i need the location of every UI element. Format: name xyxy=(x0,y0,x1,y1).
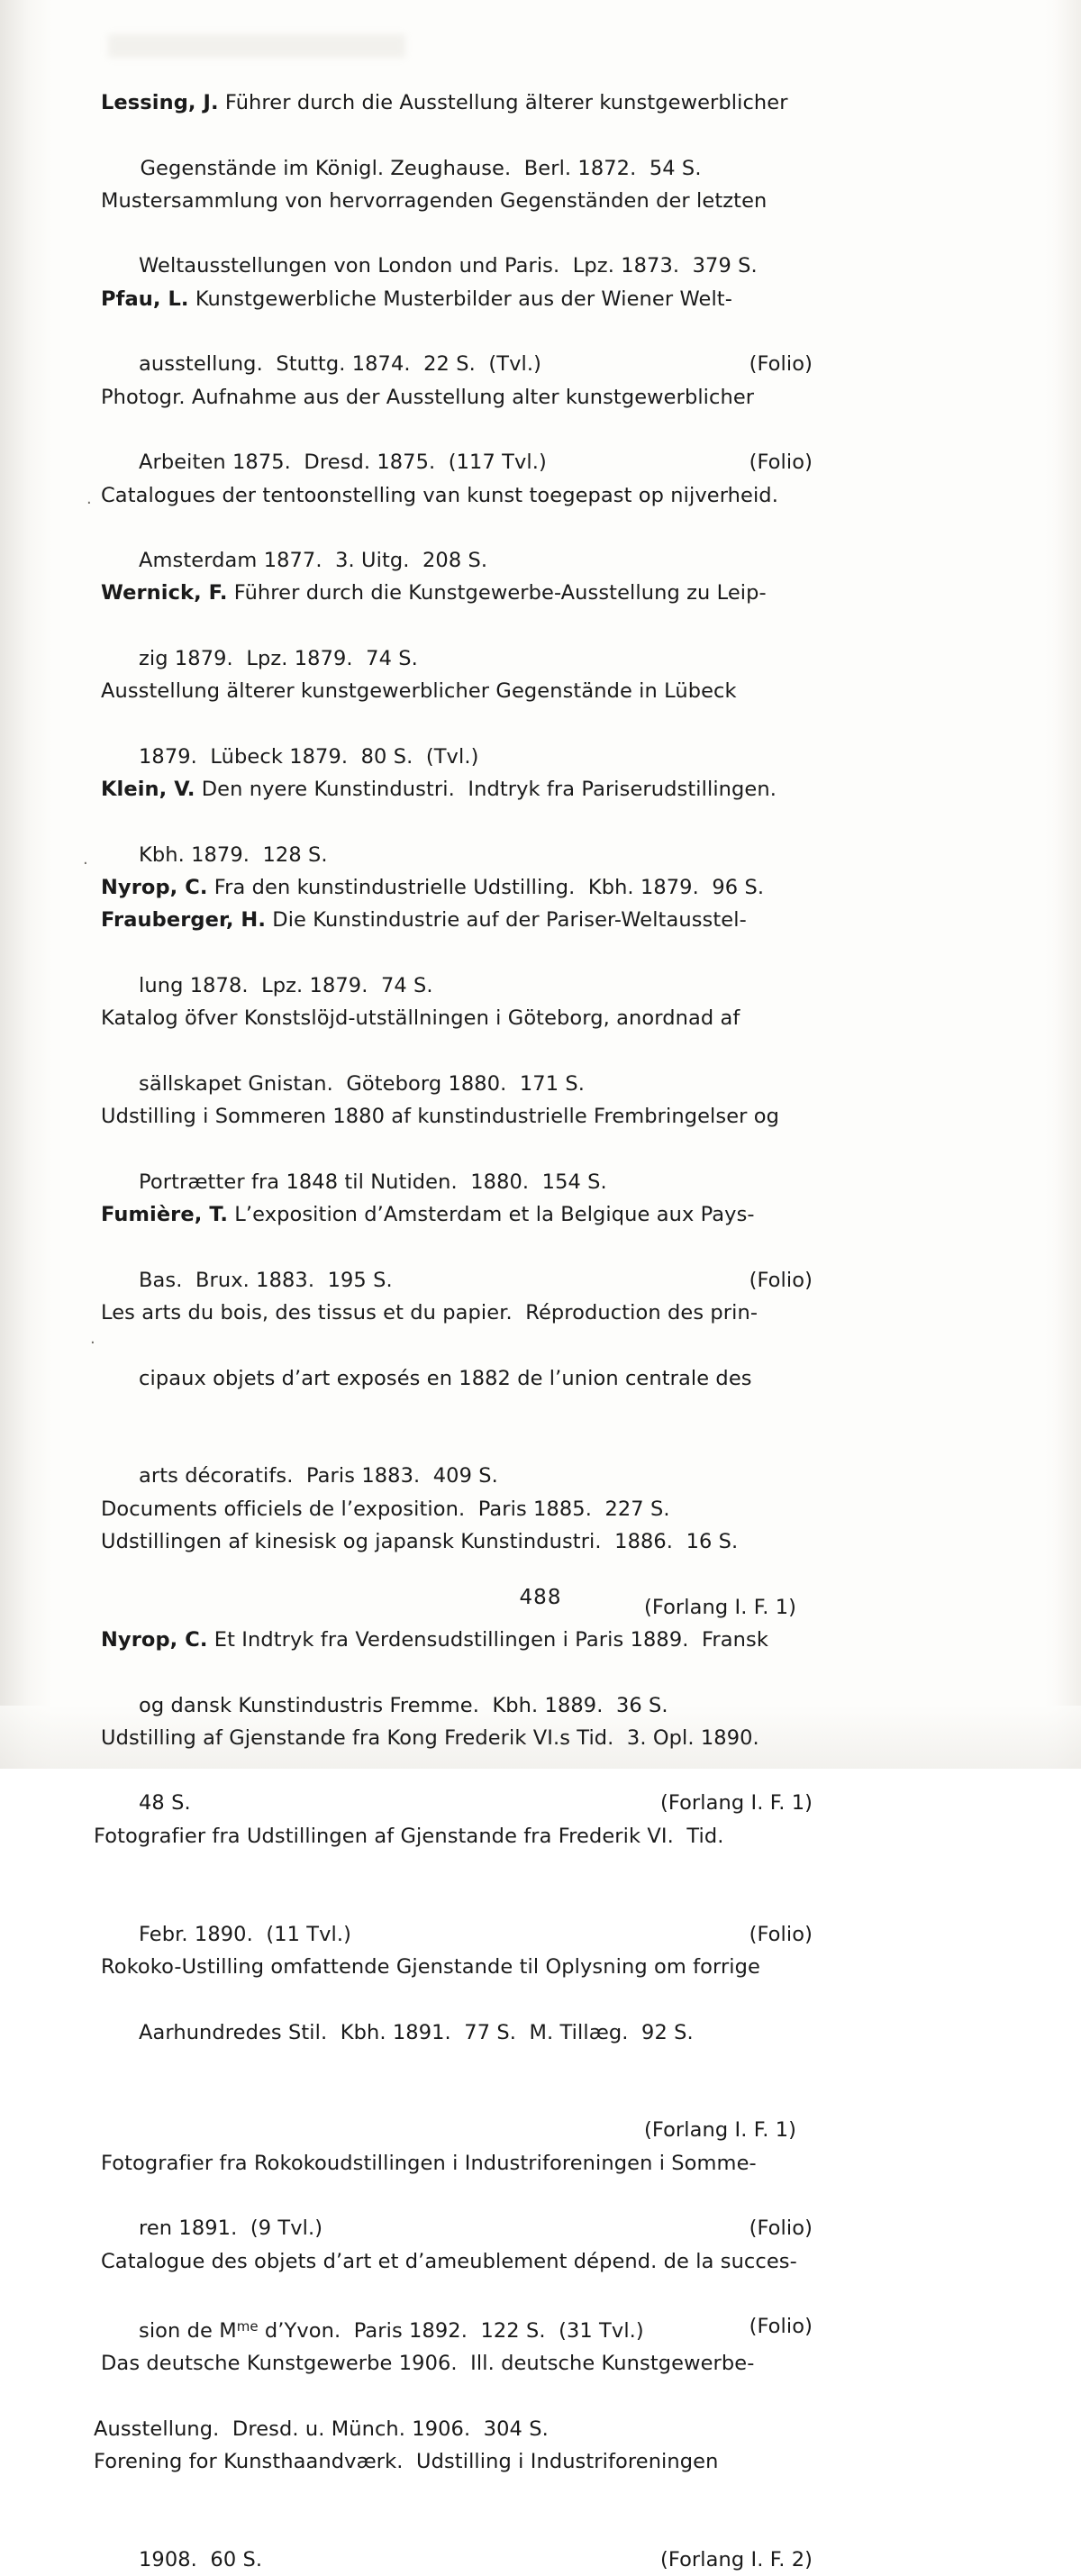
scan-speck-left-2: · xyxy=(83,854,88,873)
entry-line: Weltausstellungen von London und Paris. Lpz. 1873. 379 S. xyxy=(139,254,758,278)
entry-format-note: (Folio) xyxy=(749,1268,813,1292)
bibliography-entry xyxy=(94,2445,813,2576)
entry-line: Catalogue des objets d’art et d’ameublement dépend. de la succes- xyxy=(101,2249,797,2273)
bibliography-entry xyxy=(101,2245,813,2348)
entry-author: Nyrop, C. xyxy=(101,1627,208,1652)
bibliography-entry xyxy=(101,1198,813,1297)
bibliography-entry xyxy=(101,1493,813,1525)
entry-line: Fotografier fra Rokokoudstillingen i Industriforeningen i Somme- xyxy=(101,2151,757,2175)
entry-line: sällskapet Gnistan. Göteborg 1880. 171 S. xyxy=(139,1071,586,1096)
bibliography-entry xyxy=(94,2347,813,2445)
entry-line: Udstillingen af kinesisk og japansk Kunstindustri. 1886. 16 S. xyxy=(101,1530,739,1554)
bibliography-entry xyxy=(101,675,813,773)
entry-line-row xyxy=(101,348,813,380)
entry-line-row xyxy=(101,446,813,478)
entry-line: Febr. 1890. (11 Tvl.) xyxy=(139,1922,352,1946)
entry-author: Frauberger, H. xyxy=(101,908,267,933)
bibliography-entry xyxy=(101,1722,813,1820)
entry-line: 48 S. xyxy=(139,1791,191,1816)
entry-line: Den nyere Kunstindustri. Indtryk fra Pariserudstillingen. xyxy=(201,778,777,802)
entry-line-row xyxy=(101,1787,813,1819)
entry-shelfmark-note: (Forlang I. F. 2) xyxy=(659,2548,813,2572)
entry-line: Amsterdam 1877. 3. Uitg. 208 S. xyxy=(139,549,488,573)
entry-line: Mustersammlung von hervorragenden Gegenständen der letzten xyxy=(101,188,768,213)
entry-line: Photogr. Aufnahme aus der Ausstellung alter kunstgewerblicher xyxy=(101,385,755,409)
bibliography-entry xyxy=(101,1100,813,1198)
bibliography-entry xyxy=(101,2147,813,2245)
entry-shelfmark-note: (Forlang I. F. 1) xyxy=(659,1791,813,1816)
entry-line: cipaux objets d’art exposés en 1882 de l’union centrale des xyxy=(139,1366,752,1390)
bibliography-entry xyxy=(101,381,813,479)
bibliography-entry xyxy=(101,185,813,283)
bibliography-list xyxy=(94,86,813,2576)
entry-superscript: me xyxy=(236,2318,259,2335)
entry-author: Wernick, F. xyxy=(101,581,228,605)
entry-line-row xyxy=(101,2212,813,2244)
bibliography-entry xyxy=(101,86,813,185)
entry-line-row xyxy=(101,1264,813,1297)
entry-line: Das deutsche Kunstgewerbe 1906. Ill. deutsche Kunstgewerbe- xyxy=(101,2352,755,2376)
entry-line: Rokoko-Ustilling omfattende Gjenstande til Oplysning om forrige xyxy=(101,1954,760,1979)
entry-line: Gegenstände im Königl. Zeughause. Berl. 1872. 54 S. xyxy=(140,156,702,180)
entry-line: Forening for Kunsthaandværk. Udstilling i Industriforeningen xyxy=(94,2450,719,2474)
entry-line: og dansk Kunstindustris Fremme. Kbh. 1889. 36 S. xyxy=(139,1693,668,1717)
entry-line: Les arts du bois, des tissus et du papier. Réproduction des prin- xyxy=(101,1300,759,1324)
entry-author: Klein, V. xyxy=(101,778,195,802)
entry-line: ausstellung. Stuttg. 1874. 22 S. (Tvl.) xyxy=(139,352,541,377)
entry-line: lung 1878. Lpz. 1879. 74 S. xyxy=(139,974,433,998)
entry-line: Udstilling i Sommeren 1880 af kunstindustrielle Frembringelser og xyxy=(101,1105,780,1129)
entry-line: L’exposition d’Amsterdam et la Belgique aux Pays- xyxy=(234,1203,755,1227)
entry-shelfmark-note: (Forlang I. F. 1) xyxy=(643,1595,796,1619)
page-right-edge-shadow xyxy=(1045,0,1081,1769)
entry-line: Führer durch die Kunstgewerbe-Ausstellung zu Leip- xyxy=(233,581,767,605)
entry-line: Fra den kunstindustrielle Udstilling. Kbh. 1879. 96 S. xyxy=(213,876,765,900)
entry-line-row: sion de $M^{me}$ d’Yvon. Paris 1892. 122 S. (31 Tvl.) (Folio) xyxy=(101,2310,813,2347)
entry-line: Kbh. 1879. 128 S. xyxy=(139,842,328,867)
entry-line: Documents officiels de l’exposition. Paris 1885. 227 S. xyxy=(101,1497,670,1521)
bibliography-entry xyxy=(101,479,813,578)
entry-line: Aarhundredes Stil. Kbh. 1891. 77 S. M. Tillæg. 92 S. xyxy=(139,2020,694,2044)
page-left-edge-shadow xyxy=(0,0,52,1769)
entry-format-note: (Folio) xyxy=(749,2216,813,2241)
entry-line: 1908. 60 S. xyxy=(139,2548,263,2572)
bibliography-entry xyxy=(101,871,813,904)
scan-smudge xyxy=(108,34,405,58)
entry-format-note: (Folio) xyxy=(749,352,813,377)
entry-shelfmark-note: (Forlang I. F. 1) xyxy=(643,2118,796,2143)
bibliography-entry xyxy=(101,1002,813,1100)
entry-line: ren 1891. (9 Tvl.) xyxy=(139,2216,323,2241)
entry-line: Fotografier fra Udstillingen af Gjenstande fra Frederik VI. Tid. xyxy=(94,1824,724,1848)
entry-author: Lessing, J. xyxy=(101,91,219,114)
entry-line: 1879. Lübeck 1879. 80 S. (Tvl.) xyxy=(139,744,479,769)
bibliography-entry xyxy=(101,1624,813,1722)
page-number: 488 xyxy=(519,1586,562,1609)
entry-line: Kunstgewerbliche Musterbilder aus der Wiener Welt- xyxy=(195,287,732,311)
entry-line: arts décoratifs. Paris 1883. 409 S. xyxy=(139,1464,498,1488)
entry-author: Nyrop, C. xyxy=(101,876,208,900)
entry-line: Die Kunstindustrie auf der Pariser-Weltausstel- xyxy=(272,908,747,933)
entry-line: Et Indtryk fra Verdensudstillingen i Paris 1889. Fransk xyxy=(213,1627,768,1652)
entry-line-row xyxy=(101,1918,813,1951)
entry-line: Bas. Brux. 1883. 195 S. xyxy=(139,1268,393,1292)
bibliography-entry xyxy=(101,577,813,675)
entry-line: Ausstellung. Dresd. u. Münch. 1906. 304 S. xyxy=(94,2417,549,2441)
entry-format-note: (Folio) xyxy=(749,2315,813,2339)
entry-line: Führer durch die Ausstellung älterer kunstgewerblicher xyxy=(224,91,788,114)
entry-line: Udstilling af Gjenstande fra Kong Frederik VI.s Tid. 3. Opl. 1890. xyxy=(101,1725,759,1750)
bibliography-entry xyxy=(101,904,813,1002)
bibliography-entry xyxy=(101,1297,813,1493)
bibliography-entry xyxy=(101,1951,813,2147)
entry-line: Ausstellung älterer kunstgewerblicher Gegenstände in Lübeck xyxy=(101,679,737,704)
entry-format-note: (Folio) xyxy=(749,1922,813,1946)
entry-line: Portrætter fra 1848 til Nutiden. 1880. 154 S. xyxy=(139,1170,607,1194)
bibliography-entry xyxy=(94,1820,813,1951)
entry-format-note: (Folio) xyxy=(749,451,813,475)
bibliography-entry xyxy=(101,773,813,871)
entry-line: Catalogues der tentoonstelling van kunst toegepast op nijverheid. xyxy=(101,483,778,507)
entry-author: Fumière, T. xyxy=(101,1203,228,1227)
entry-line: Katalog öfver Konstslöjd-utställningen i Göteborg, anordnad af xyxy=(101,1006,740,1031)
entry-line: zig 1879. Lpz. 1879. 74 S. xyxy=(139,647,418,671)
bibliography-entry xyxy=(101,283,813,381)
scan-speck-left-1: · xyxy=(86,494,92,513)
entry-line-row xyxy=(101,2544,813,2576)
entry-line: Arbeiten 1875. Dresd. 1875. (117 Tvl.) xyxy=(139,451,547,475)
scan-speck-left-3: · xyxy=(90,1334,95,1352)
entry-author: Pfau, L. xyxy=(101,287,189,311)
